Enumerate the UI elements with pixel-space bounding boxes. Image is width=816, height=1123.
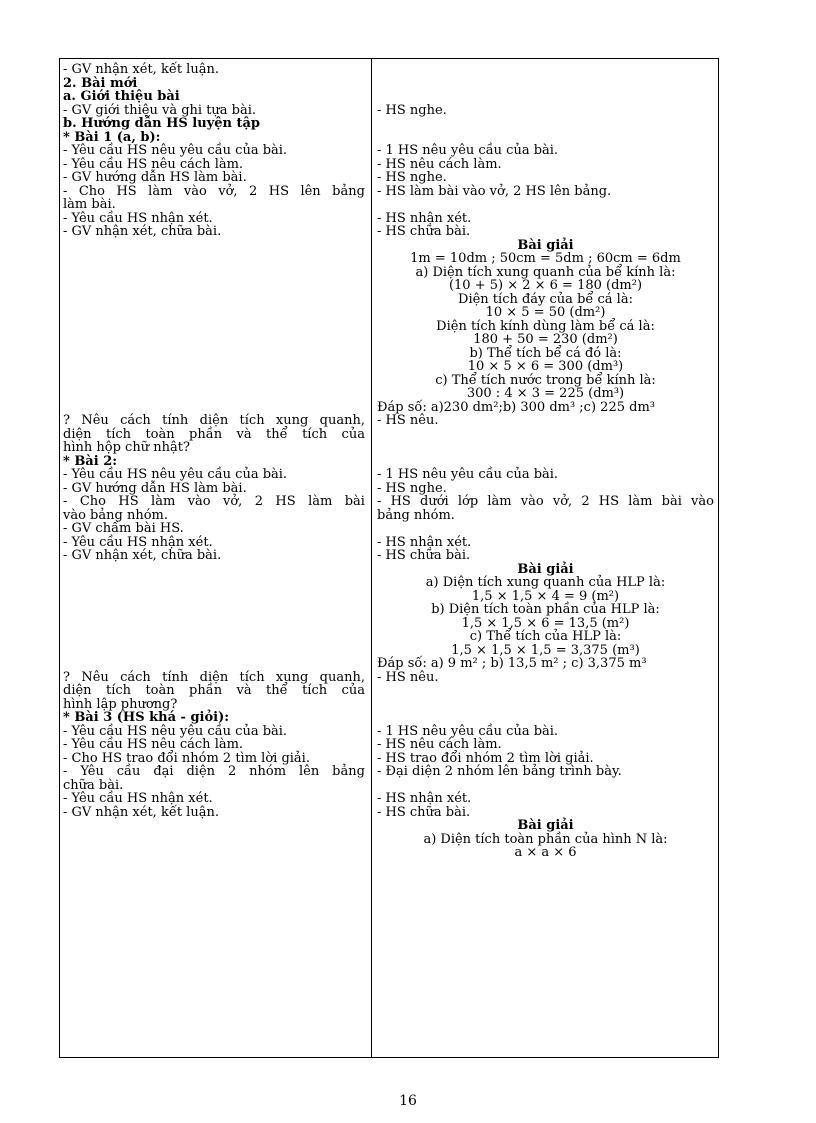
teacher-line: - Yêu cầu HS nêu cách làm. xyxy=(63,156,244,172)
student-line: - HS nêu cách làm. xyxy=(377,737,502,752)
teacher-line: - Yêu cầu HS nhận xét. xyxy=(63,791,213,806)
student-line: - HS nghe. xyxy=(377,102,447,118)
teacher-line xyxy=(63,239,365,253)
student-line: - HS nêu. xyxy=(377,413,439,428)
student-line xyxy=(377,198,714,212)
student-line: 180 + 50 = 230 (dm²) xyxy=(473,332,618,347)
teacher-line: - Cho HS làm vào vở, 2 HS làm bài xyxy=(63,494,365,509)
student-line: - HS nghe. xyxy=(377,480,447,496)
student-line: 10 × 5 = 50 (dm²) xyxy=(485,305,606,320)
teacher-line xyxy=(63,293,365,307)
teacher-line xyxy=(63,279,365,293)
teacher-line: - GV hướng dẫn HS làm bài. xyxy=(63,170,247,185)
teacher-line: - Cho HS trao đổi nhóm 2 tìm lời giải. xyxy=(63,750,310,766)
teacher-line: - GV nhận xét, chữa bài. xyxy=(63,548,222,563)
student-line: a) Diện tích xung quanh của bể kính là: xyxy=(415,264,676,280)
teacher-line xyxy=(63,252,365,266)
student-line xyxy=(377,522,714,536)
teacher-line: - Yêu cầu HS nhận xét. xyxy=(63,534,213,550)
teacher-line: - Cho HS làm vào vở, 2 HS lên bảng xyxy=(63,183,365,199)
student-line: - HS nghe. xyxy=(377,170,447,185)
student-line: - HS nêu. xyxy=(377,669,439,685)
teacher-line xyxy=(63,387,365,401)
student-line: Bài giải xyxy=(517,561,574,577)
student-line xyxy=(377,711,714,725)
column-divider xyxy=(371,59,372,1057)
teacher-line xyxy=(63,576,365,590)
teacher-line: làm bài. xyxy=(63,197,116,212)
teacher-line xyxy=(63,657,365,671)
student-line xyxy=(377,441,714,455)
student-line: - 1 HS nêu yêu cầu của bài. xyxy=(377,467,559,482)
teacher-line: hình lập phương? xyxy=(63,696,178,712)
teacher-line xyxy=(63,630,365,644)
student-line: 1,5 × 1,5 × 1,5 = 3,375 (m³) xyxy=(451,642,640,658)
teacher-line: - GV chấm bài HS. xyxy=(63,521,184,536)
student-line xyxy=(377,684,714,698)
teacher-line xyxy=(63,401,365,415)
student-line: - HS trao đổi nhóm 2 tìm lời giải. xyxy=(377,750,594,766)
student-line: Đáp số: a) 9 m² ; b) 13,5 m² ; c) 3,375 m³ xyxy=(377,656,647,671)
student-line xyxy=(377,117,714,131)
teacher-line: * Bài 1 (a, b): xyxy=(63,129,161,145)
student-line: c) Thể tích nước trong bể kính là: xyxy=(435,372,656,388)
student-line: - HS nhận xét. xyxy=(377,534,472,550)
student-line xyxy=(377,455,714,469)
teacher-line: hình hộp chữ nhật? xyxy=(63,440,190,455)
teacher-line xyxy=(63,563,365,577)
student-line: 10 × 5 × 6 = 300 (dm³) xyxy=(467,359,624,374)
teacher-line: * Bài 3 (HS khá - giỏi): xyxy=(63,710,230,725)
teacher-line: diện tích toàn phần và thể tích của xyxy=(63,683,365,698)
teacher-line: - GV hướng dẫn HS làm bài. xyxy=(63,480,247,496)
student-line: a × a × 6 xyxy=(514,845,577,860)
student-line xyxy=(377,131,714,145)
student-line: Bài giải xyxy=(517,818,574,833)
student-line: - HS nhận xét. xyxy=(377,791,472,806)
teacher-line: ? Nêu cách tính diện tích xung quanh, xyxy=(63,413,365,428)
teacher-line: - GV giới thiệu và ghi tựa bài. xyxy=(63,102,257,118)
teacher-line xyxy=(63,266,365,280)
student-line: - HS chữa bài. xyxy=(377,224,471,239)
student-line: - HS nêu cách làm. xyxy=(377,156,502,172)
student-line: b) Thể tích bể cá đó là: xyxy=(469,345,622,361)
teacher-line: - GV nhận xét, kết luận. xyxy=(63,804,219,820)
page-number: 16 xyxy=(399,1093,417,1109)
student-line xyxy=(377,428,714,442)
student-activities-column xyxy=(377,63,714,860)
student-line: - 1 HS nêu yêu cầu của bài. xyxy=(377,723,559,739)
teacher-line: a. Giới thiệu bài xyxy=(63,89,180,104)
student-line: - HS chữa bài. xyxy=(377,804,471,820)
student-line: 1,5 × 1,5 × 4 = 9 (m²) xyxy=(471,588,620,604)
lesson-table xyxy=(59,58,719,1058)
teacher-activities-column xyxy=(63,63,365,819)
teacher-line: - Yêu cầu HS nêu yêu cầu của bài. xyxy=(63,143,288,158)
teacher-line xyxy=(63,306,365,320)
teacher-line xyxy=(63,603,365,617)
student-line xyxy=(377,90,714,104)
student-line: Diện tích kính dùng làm bể cá là: xyxy=(436,318,655,334)
student-line: - 1 HS nêu yêu cầu của bài. xyxy=(377,143,559,158)
teacher-line: - Yêu cầu HS nêu yêu cầu của bài. xyxy=(63,467,288,482)
student-line: (10 + 5) × 2 × 6 = 180 (dm²) xyxy=(448,278,643,293)
student-line: 1,5 × 1,5 × 6 = 13,5 (m²) xyxy=(461,615,630,631)
student-line: - Đại diện 2 nhóm lên bảng trình bày. xyxy=(377,764,622,779)
teacher-line xyxy=(63,360,365,374)
student-line: c) Thể tích của HLP là: xyxy=(469,629,622,644)
teacher-line: - Yêu cầu đại diện 2 nhóm lên bảng xyxy=(63,764,365,779)
student-line: - HS làm bài vào vở, 2 HS lên bảng. xyxy=(377,183,612,199)
student-line: a) Diện tích toàn phần của hình N là: xyxy=(423,831,668,847)
student-line: Đáp số: a)230 dm²;b) 300 dm³ ;c) 225 dm³ xyxy=(377,399,655,415)
student-line xyxy=(377,63,714,77)
teacher-line: - Yêu cầu HS nêu yêu cầu của bài. xyxy=(63,723,288,739)
student-line: - HS dưới lớp làm vào vở, 2 HS làm bài vào xyxy=(377,494,714,509)
student-line: - HS nhận xét. xyxy=(377,210,472,226)
teacher-line xyxy=(63,590,365,604)
teacher-line xyxy=(63,333,365,347)
teacher-line xyxy=(63,644,365,658)
student-line xyxy=(377,77,714,91)
student-line: a) Diện tích xung quanh của HLP là: xyxy=(425,575,666,590)
teacher-line: diện tích toàn phần và thể tích của xyxy=(63,426,365,442)
student-line: bảng nhóm. xyxy=(377,507,455,523)
teacher-line xyxy=(63,347,365,361)
teacher-line: * Bài 2: xyxy=(63,453,118,469)
student-line: 1m = 10dm ; 50cm = 5dm ; 60cm = 6dm xyxy=(410,251,681,266)
student-line: Bài giải xyxy=(517,237,574,253)
teacher-line: b. Hướng dẫn HS luyện tập xyxy=(63,116,261,131)
teacher-line xyxy=(63,617,365,631)
teacher-line: - Yêu cầu HS nhận xét. xyxy=(63,210,213,226)
student-line xyxy=(377,698,714,712)
student-line xyxy=(377,779,714,793)
student-line: Diện tích đáy của bể cá là: xyxy=(458,291,633,307)
teacher-line: chữa bài. xyxy=(63,777,124,793)
teacher-line: ? Nêu cách tính diện tích xung quanh, xyxy=(63,669,365,685)
teacher-line: vào bảng nhóm. xyxy=(63,507,168,523)
teacher-line: 2. Bài mới xyxy=(63,75,138,91)
teacher-line xyxy=(63,374,365,388)
student-line: b) Diện tích toàn phần của HLP là: xyxy=(431,602,660,617)
teacher-line: - Yêu cầu HS nêu cách làm. xyxy=(63,737,244,752)
teacher-line: - GV nhận xét, chữa bài. xyxy=(63,224,222,239)
teacher-line xyxy=(63,320,365,334)
student-line: 300 : 4 × 3 = 225 (dm³) xyxy=(466,386,625,401)
teacher-line: - GV nhận xét, kết luận. xyxy=(63,62,219,77)
student-line: - HS chữa bài. xyxy=(377,548,471,563)
